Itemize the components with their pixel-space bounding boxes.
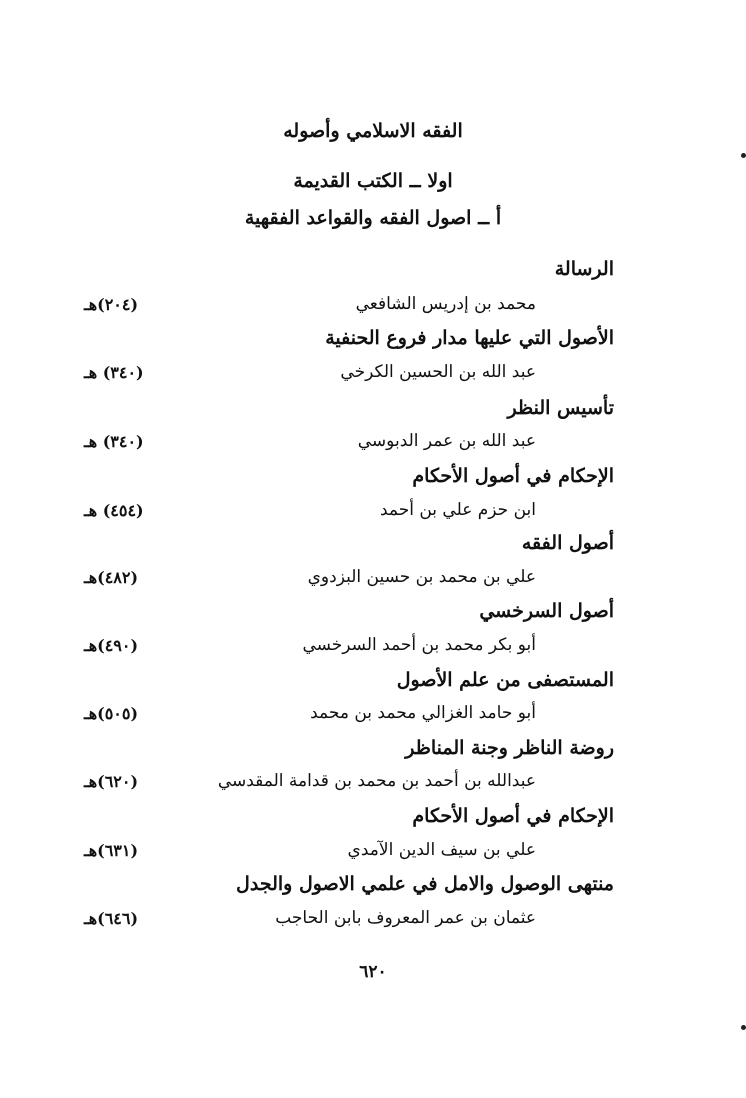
entry-author: علي بن محمد بن حسين البزدوي <box>307 567 536 587</box>
entry-author: عبد الله بن عمر الدبوسي <box>357 431 536 451</box>
entry-title: منتهى الوصول والامل في علمي الاصول والجدل <box>236 873 614 895</box>
entry-author: أبو حامد الغزالي محمد بن محمد <box>310 703 536 723</box>
entry-date: (٤٩٠)هـ <box>84 636 139 655</box>
entry-date: (٣٤٠) هـ <box>84 363 144 382</box>
entry-title: المستصفى من علم الأصول <box>396 669 614 691</box>
subsection-heading: أ ــ اصول الفقه والقواعد الفقهية <box>244 207 502 229</box>
entry-author: عثمان بن عمر المعروف بابن الحاجب <box>275 908 536 928</box>
entry-title: أصول الفقه <box>521 532 614 554</box>
entry-author: عبد الله بن الحسين الكرخي <box>340 362 536 382</box>
entry-date: (٤٥٤) هـ <box>84 501 144 520</box>
entry-title: الرسالة <box>554 258 614 280</box>
entry-date: (٤٨٢)هـ <box>84 568 139 587</box>
scan-mark <box>741 1025 746 1030</box>
entry-author: علي بن سيف الدين الآمدي <box>347 840 536 860</box>
page-number: ٦٢٠ <box>359 962 387 982</box>
entry-date: (٥٠٥)هـ <box>84 704 139 723</box>
entry-date: (٦٤٦)هـ <box>84 909 139 928</box>
scan-mark <box>741 153 746 158</box>
entry-date: (٦٢٠)هـ <box>84 772 139 791</box>
entry-title: الأصول التي عليها مدار فروع الحنفية <box>325 327 614 349</box>
entry-author: ابن حزم علي بن أحمد <box>379 500 536 520</box>
entry-title: الإحكام في أصول الأحكام <box>412 805 614 827</box>
entry-title: روضة الناظر وجنة المناظر <box>405 737 614 759</box>
entry-author: محمد بن إدريس الشافعي <box>355 294 536 314</box>
entry-date: (٦٣١)هـ <box>84 841 139 860</box>
entry-title: تأسيس النظر <box>507 397 614 419</box>
entry-date: (٢٠٤)هـ <box>84 295 139 314</box>
entry-date: (٣٤٠) هـ <box>84 432 144 451</box>
entry-author: عبدالله بن أحمد بن محمد بن قدامة المقدسي <box>217 771 536 791</box>
entry-title: أصول السرخسي <box>479 600 614 622</box>
main-heading: الفقه الاسلامي وأصوله <box>283 120 463 142</box>
section-heading: اولا ــ الكتب القديمة <box>293 170 453 192</box>
entry-author: أبو بكر محمد بن أحمد السرخسي <box>302 635 536 655</box>
entry-title: الإحكام في أصول الأحكام <box>412 465 614 487</box>
